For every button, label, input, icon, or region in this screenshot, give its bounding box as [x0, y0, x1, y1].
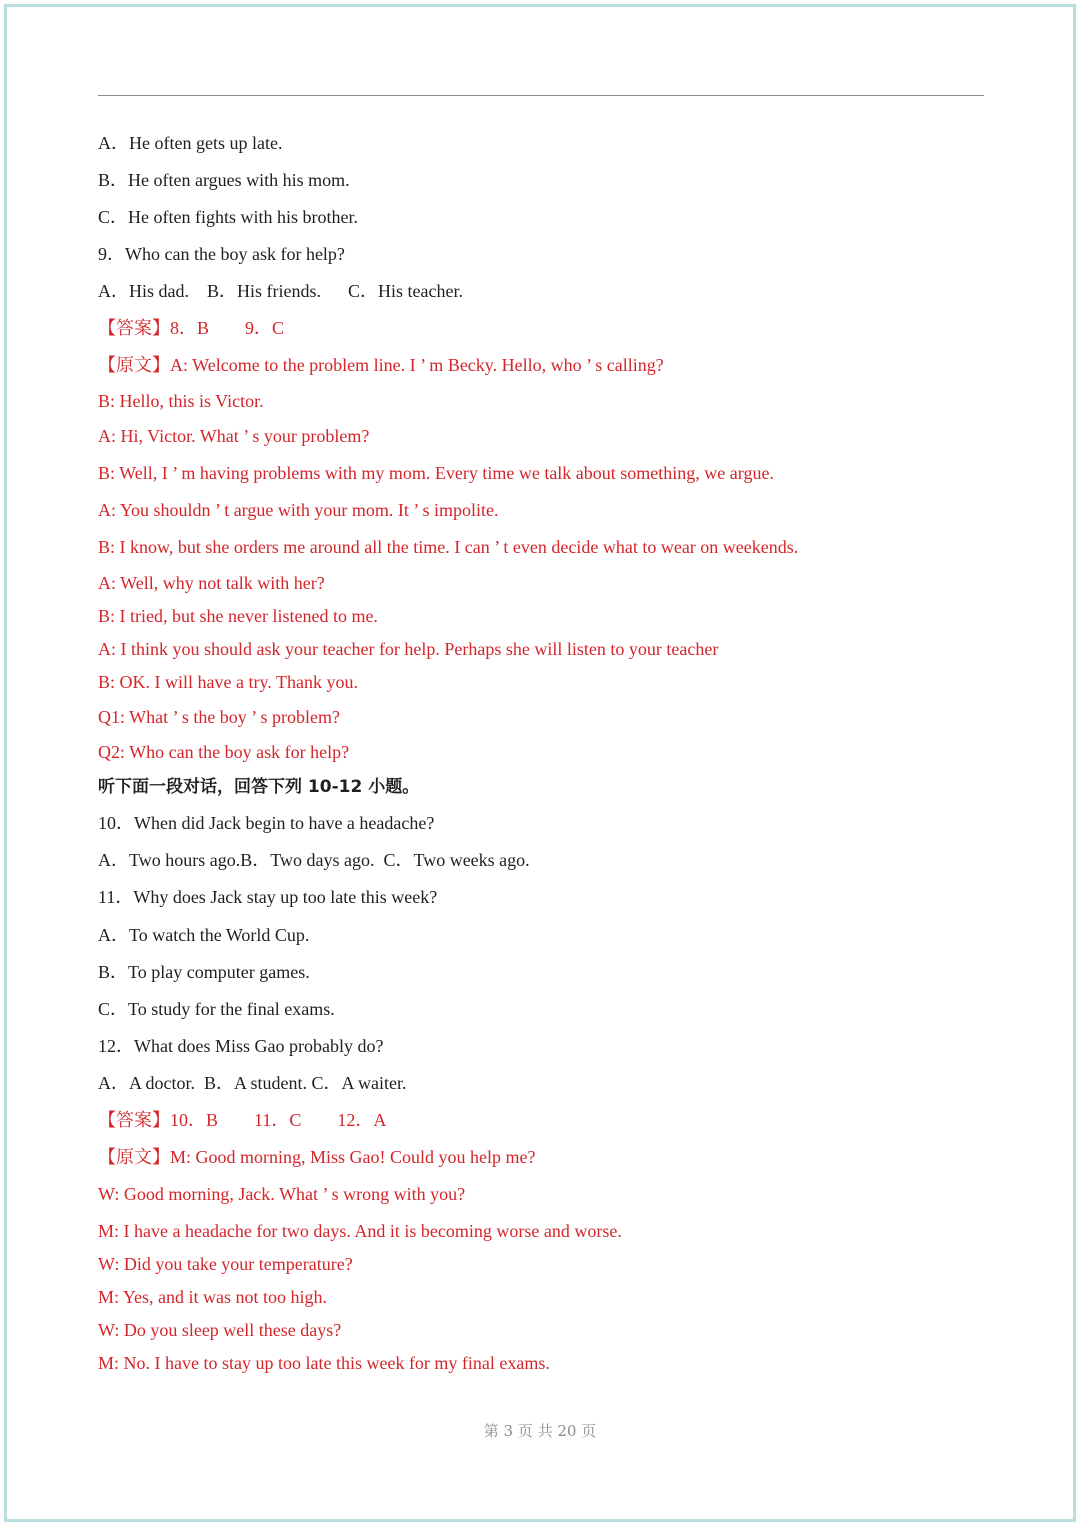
transcript-line: Q2: Who can the boy ask for help?	[98, 742, 350, 762]
transcript-line: A: Hi, Victor. What ’ s your problem?	[98, 426, 370, 446]
option-line: A．To watch the World Cup.	[98, 925, 310, 945]
question-line: 12．What does Miss Gao probably do?	[98, 1036, 384, 1056]
question-line: 9．Who can the boy ask for help?	[98, 244, 345, 264]
transcript-line: B: I know, but she orders me around all the time. I can ’ t even decide what to wear on weekends.	[98, 537, 799, 557]
option-line: B．To play computer games.	[98, 962, 310, 982]
transcript-line: W: Did you take your temperature?	[98, 1254, 353, 1274]
transcript-line: W: Good morning, Jack. What ’ s wrong with you?	[98, 1184, 466, 1204]
transcript-line: 【原文】M: Good morning, Miss Gao! Could you help me?	[98, 1147, 536, 1167]
option-line: C．To study for the final exams.	[98, 999, 335, 1019]
transcript-line: Q1: What ’ s the boy ’ s problem?	[98, 707, 340, 727]
transcript-line: M: I have a headache for two days. And it is becoming worse and worse.	[98, 1221, 622, 1241]
transcript-line: 【原文】A: Welcome to the problem line. I ’ m Becky. Hello, who ’ s calling?	[98, 355, 664, 375]
transcript-line: M: Yes, and it was not too high.	[98, 1287, 328, 1307]
transcript-line: W: Do you sleep well these days?	[98, 1320, 342, 1340]
transcript-line: B: Hello, this is Victor.	[98, 391, 264, 411]
answer-line: 【答案】10．B 11．C 12．A	[98, 1110, 387, 1130]
option-line: A．His dad. B．His friends. C．His teacher.	[98, 281, 463, 301]
answer-line: 【答案】8．B 9．C	[98, 318, 285, 338]
transcript-line: B: Well, I ’ m having problems with my mom. Every time we talk about something, we argue.	[98, 463, 774, 483]
transcript-line: A: Well, why not talk with her?	[98, 573, 325, 593]
question-line: 10．When did Jack begin to have a headache?	[98, 813, 435, 833]
transcript-line: B: I tried, but she never listened to me.	[98, 606, 378, 626]
transcript-line: M: No. I have to stay up too late this week for my final exams.	[98, 1353, 550, 1373]
header-rule	[98, 95, 984, 96]
option-line: B．He often argues with his mom.	[98, 170, 350, 190]
transcript-line: A: I think you should ask your teacher for help. Perhaps she will listen to your teacher	[98, 639, 719, 659]
option-line: C．He often fights with his brother.	[98, 207, 358, 227]
transcript-line: A: You shouldn ’ t argue with your mom. It ’ s impolite.	[98, 500, 499, 520]
section-heading: 听下面一段对话，回答下列 10-12 小题。	[98, 777, 420, 797]
option-line: A．He often gets up late.	[98, 133, 283, 153]
page-footer: 第 3 页 共 20 页	[483, 1422, 597, 1440]
option-line: A．A doctor. B．A student. C．A waiter.	[98, 1073, 407, 1093]
option-line: A．Two hours ago.B．Two days ago. C．Two weeks ago.	[98, 850, 530, 870]
transcript-line: B: OK. I will have a try. Thank you.	[98, 672, 358, 692]
question-line: 11．Why does Jack stay up too late this week?	[98, 887, 438, 907]
